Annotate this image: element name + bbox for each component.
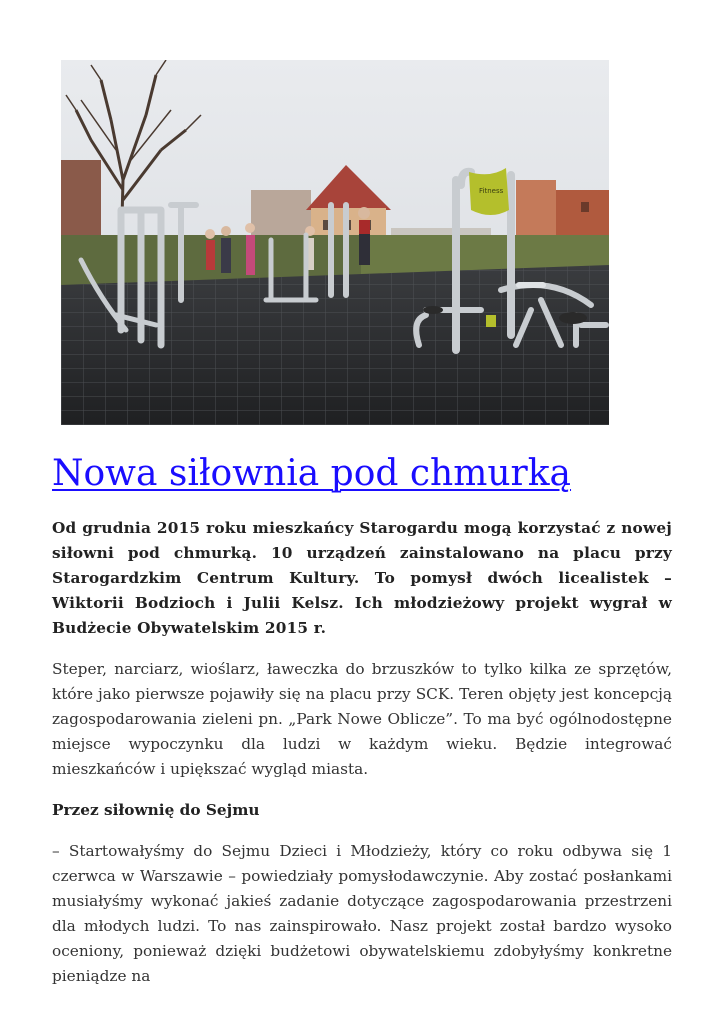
article-subheading: Przez siłownię do Sejmu <box>52 801 260 819</box>
article-title[interactable] <box>52 452 571 495</box>
article-title-link[interactable]: Nowa siłownia pod chmurką <box>52 453 572 494</box>
article-photo <box>61 60 609 425</box>
article-paragraph: – Startowałyśmy do Sejmu Dzieci i Młodzieży, który co roku odbywa się 1 czerwca w Warszawie – powiedziały pomysłodawczynie. Aby zostać posłankami musiałyśmy wykonać jakieś zadanie dotyczące zagospodarowania przestrzeni dla młodych ludzi. To nas zainspirowało. Nasz projekt został bardzo wysoko oceniony, ponieważ dzięki budżetowi obywatelskiemu zdobyłyśmy konkretne pieniądze na <box>52 842 672 985</box>
outdoor-gym-photo <box>61 60 609 425</box>
article-content <box>52 516 672 1005</box>
article-lead: Od grudnia 2015 roku mieszkańcy Starogardu mogą korzystać z nowej siłowni pod chmurką. 10 urządzeń zainstalowano na placu przy Starogardzkim Centrum Kultury. To pomysł dwóch licealistek – Wiktorii Bodzioch i Julii Kelsz. Ich młodzieżowy projekt wygrał w Budżecie Obywatelskim 2015 r. <box>52 519 672 637</box>
article-paragraph: Steper, narciarz, wioślarz, ławeczka do brzuszków to tylko kilka ze sprzętów, które jako pierwsze pojawiły się na placu przy SCK. Teren objęty jest koncepcją zagospodarowania zieleni pn. „Park Nowe Oblicze”. To ma być ogólnodostępne miejsce wypoczynku dla ludzi w każdym wieku. Będzie integrować mieszkańców i upiększać wygląd miasta. <box>52 660 672 778</box>
fitness-sign-text: Fitness <box>479 187 504 195</box>
